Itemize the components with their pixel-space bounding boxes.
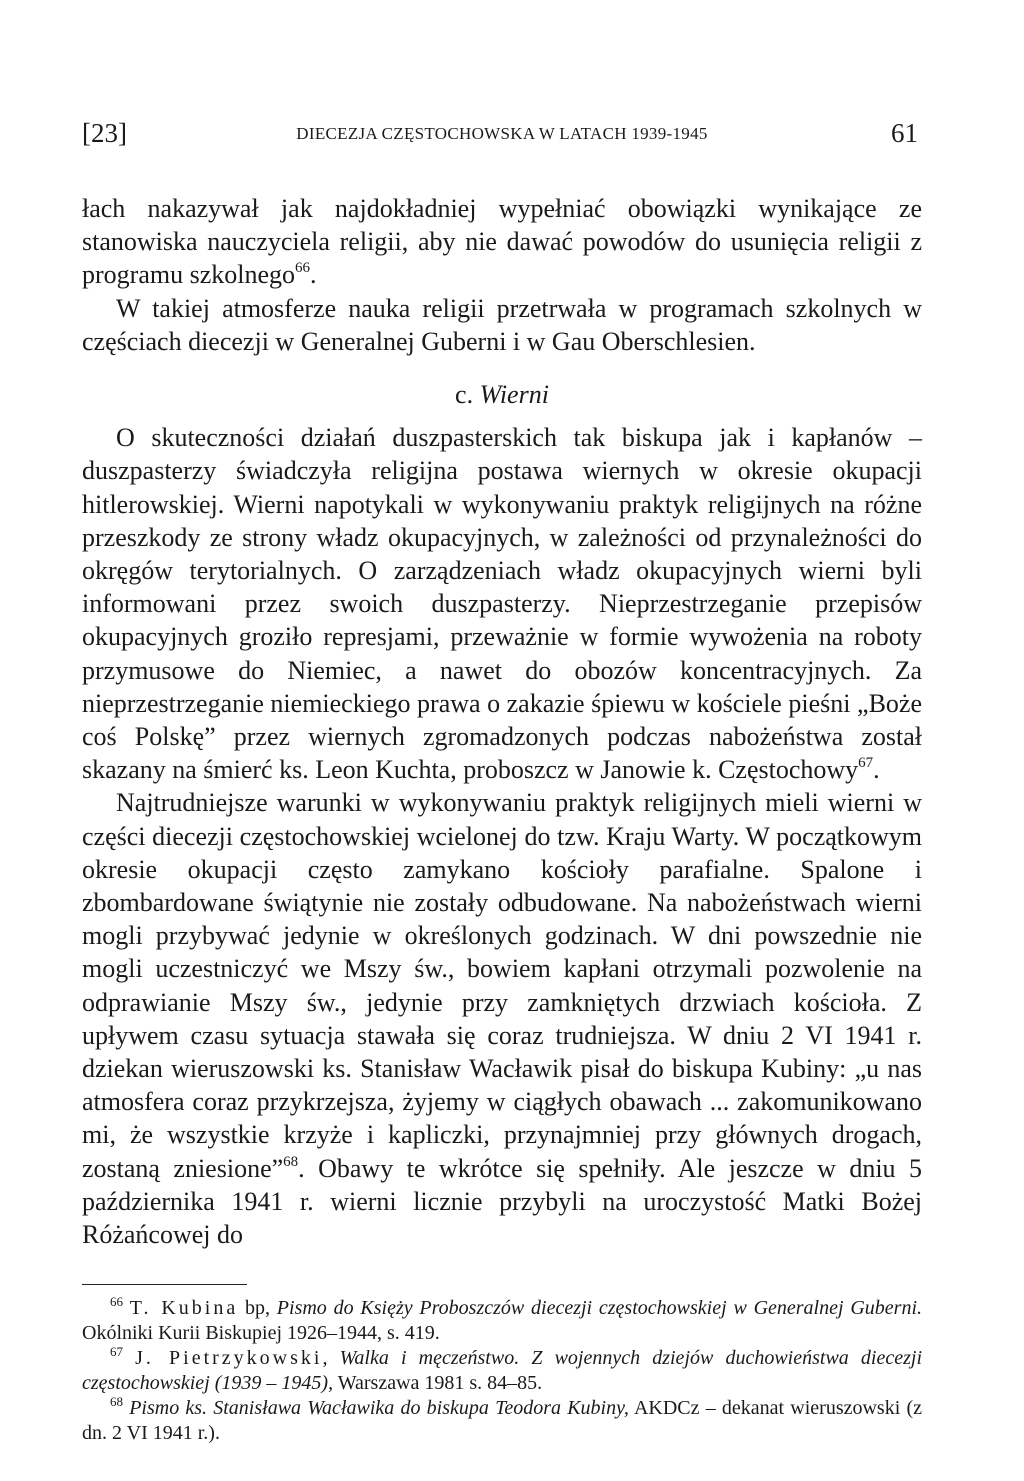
running-header [82, 114, 922, 154]
footnote: $^{67}$ J. Pietrzykowski, Walka i męczeństwo. Z wojennych dziejów duchowieństwa diecezji częstochowskiej (1939 – 1945), Warszawa 1981 s. 84–85. [82, 1344, 922, 1394]
footnote: $^{68}$ Pismo ks. Stanisława Wacławika do biskupa Teodora Kubiny, AKDCz – dekanat wieruszowski (z dn. 2 VI 1941 r.). [82, 1394, 923, 1444]
paragraph: Najtrudniejsze warunki w wykonywaniu praktyk religijnych mieli wierni w części diecezji częstochowskiej wcielonej do tzw. Kraju Warty. W początkowym okresie okupacji często zamykano kościoły parafialne. Spalone i zbombardowane świątynie nie zostały odbudowane. Na nabożeństwach wierni mogli przybywać jedynie w określonych godzinach. W dni powszednie nie mogli uczestniczyć we Mszy św., bowiem kapłani otrzymali pozwolenie na odprawianie Mszy św., jedynie przy zamkniętych drzwiach kościoła. Z upływem czasu sytuacja stawała się coraz trudniejsza. W dniu 2 VI 1941 r. dziekan wieruszowski ks. Stanisław Wacławik pisał do biskupa Kubiny: „u nas atmosfera coraz przykrzejsza, żyjemy w ciągłych obawach ... zakomunikowano mi, że wszystkie krzyże i kapliczki, przynajmniej przy głównych drogach, zostaną zniesione”$^{68}$. Obawy te wkrótce się spełniły. Ale jeszcze w dniu 5 października 1941 r. wierni licznie przybyli na uroczystość Matki Bożej Różańcowej do [82, 788, 923, 1250]
paragraph: W takiej atmosferze nauka religii przetrwała w programach szkolnych w częściach diecezji w Generalnej Guberni i w Gau Oberschlesien. [82, 293, 922, 356]
running-title: DIECEZJA CZĘSTOCHOWSKA W LATACH 1939-1945 [296, 124, 708, 143]
footnote-ref: 66 [295, 260, 311, 277]
page-number: 61 [891, 118, 918, 148]
section-heading: c. Wierni [455, 380, 549, 410]
main-text [82, 192, 922, 1251]
paragraph: O skuteczności działań duszpasterskich tak biskupa jak i kapłanów – duszpasterzy świadczyła religijna postawa wiernych w okresie okupacji hitlerowskiej. Wierni napotykali w wykonywaniu praktyk religijnych na różne przeszkody ze strony władz okupacyjnych, w zależności od przynależności do okręgów terytorialnych. O zarządzeniach władz okupacyjnych wierni byli informowani przez swoich duszpasterzy. Nieprzestrzeganie przepisów okupacyjnych groziło represjami, przeważnie w formie wywożenia na roboty przymusowe do Niemiec, a nawet do obozów koncentracyjnych. Za nieprzestrzeganie niemieckiego prawa o zakazie śpiewu w kościele pieśni „Boże coś Polskę” przez wiernych zgromadzonych podczas nabożeństwa został skazany na śmierć ks. Leon Kuchta, proboszcz w Janowie k. Częstochowy$^{67}$. [82, 423, 922, 785]
footnotes [82, 1296, 922, 1446]
footnote-ref: 67 [858, 755, 874, 772]
footnote: $^{66}$ T. Kubina bp, Pismo do Księży Proboszczów diecezji częstochowskiej w Generalnej Guberni. Okólniki Kurii Biskupiej 1926–1944, s. 419. [82, 1294, 923, 1344]
page [82, 0, 922, 1481]
paragraph-continued: łach nakazywał jak najdokładniej wypełniać obowiązki wynikające ze stanowiska nauczyciela religii, aby nie dawać powodów do usunięcia religii z programu szkolnego$^{66}$. [82, 194, 922, 290]
section-number: [23] [82, 118, 127, 148]
footnote-ref: 68 [283, 1153, 299, 1170]
footnote-divider [82, 1284, 247, 1285]
